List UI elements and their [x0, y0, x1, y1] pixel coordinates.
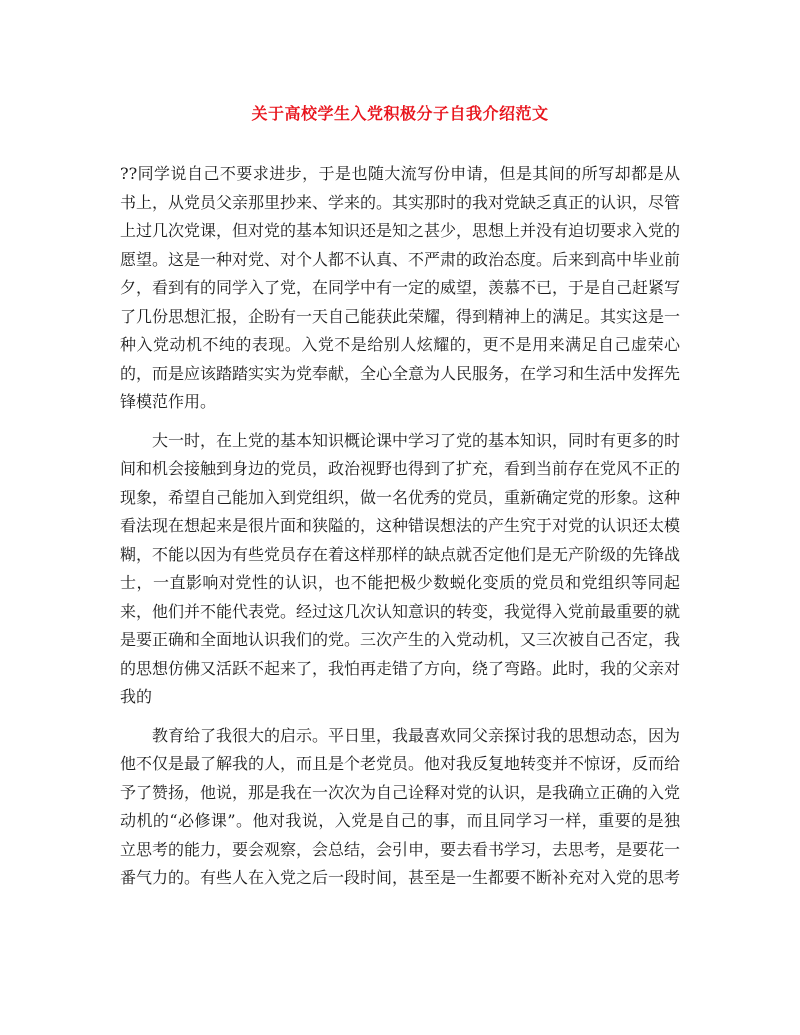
document-body: [120, 160, 680, 893]
paragraph-3: 教育给了我很大的启示。平日里，我最喜欢同父亲探讨我的思想动态，因为他不仅是最了解我的人，而且是个老党员。他对我反复地转变并不惊讶，反而给予了赞扬，他说，那是我在一次次为自己诠释对党的认识，是我确立正确的入党动机的“必修课”。他对我说，入党是自己的事，而且同学习一样，重要的是独立思考的能力，要会观察，会总结，会引申，要去看书学习，去思考，是要花一番气力的。有些人在入党之后一段时间，甚至是一生都要不断补充对入党的思考: [120, 725, 681, 887]
paragraph-2: 大一时，在上党的基本知识概论课中学习了党的基本知识，同时有更多的时间和机会接触到身边的党员，政治视野也得到了扩充，看到当前存在党风不正的现象，希望自己能加入到党组织，做一名优秀的党员，重新确定党的形象。这种看法现在想起来是很片面和狭隘的，这种错误想法的产生究于对党的认识还太模糊，不能以因为有些党员存在着这样那样的缺点就否定他们是无产阶级的先锋战士，一直影响对党性的认识，也不能把极少数蜕化变质的党员和党组织等同起来，他们并不能代表党。经过这几次认知意识的转变，我觉得入党前最重要的就是要正确和全面地认识我们的党。三次产生的入党动机，又三次被自己否定，我的思想仿佛又活跃不起来了，我怕再走错了方向，绕了弯路。此时，我的父亲对我的: [120, 430, 681, 706]
document-title: 关于高校学生入党积极分子自我介绍范文: [251, 104, 549, 123]
paragraph-1: ??同学说自己不要求进步，于是也随大流写份申请，但是其间的所写却都是从书上，从党员父亲那里抄来、学来的。其实那时的我对党缺乏真正的认识，尽管上过几次党课，但对党的基本知识还是知之甚少，思想上并没有迫切要求入党的愿望。这是一种对党、对个人都不认真、不严肃的政治态度。后来到高中毕业前夕，看到有的同学入了党，在同学中有一定的威望，羡慕不已，于是自己赶紧写了几份思想汇报，企盼有一天自己能获此荣耀，得到精神上的满足。其实这是一种入党动机不纯的表现。入党不是给别人炫耀的，更不是用来满足自己虚荣心的，而是应该踏踏实实为党奉献，全心全意为人民服务，在学习和生活中发挥先锋模范作用。: [120, 164, 681, 411]
